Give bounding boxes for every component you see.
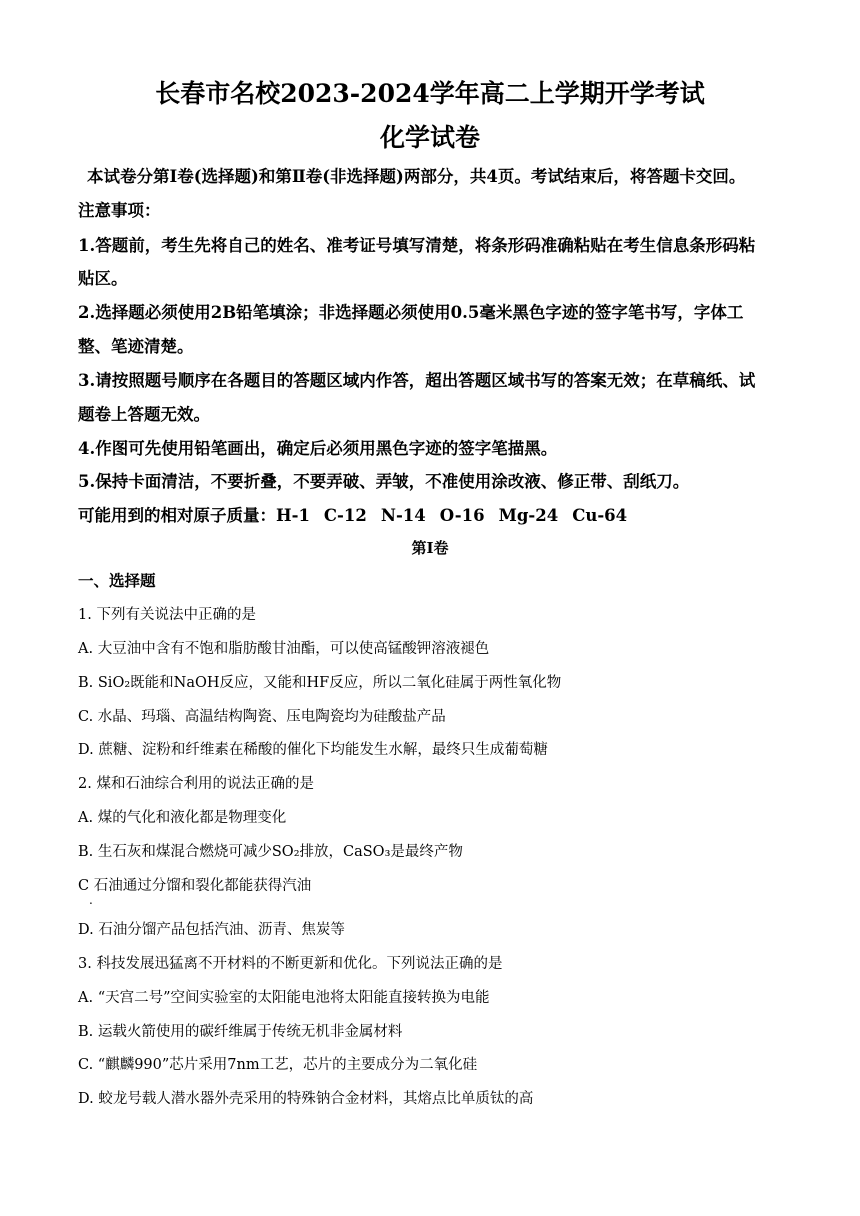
note-line: 2.选择题必须使用2B铅笔填涂；非选择题必须使用0.5毫米黑色字迹的签字笔书写，字体工 — [78, 303, 744, 322]
note-line: 5.保持卡面清洁，不要折叠，不要弄破、弄皱，不准使用涂改液、修正带、刮纸刀。 — [78, 472, 690, 491]
atomic-mass-item: O-16 — [439, 506, 485, 525]
section-heading: 一、选择题 — [78, 571, 156, 590]
note-line: 贴区。 — [78, 269, 128, 288]
question-option: B. 运载火箭使用的碳纤维属于传统无机非金属材料 — [78, 1024, 403, 1040]
intro-text: 本试卷分第Ⅰ卷(选择题)和第Ⅱ卷(非选择题)两部分，共4页。考试结束后，将答题卡交回。 — [87, 167, 746, 186]
question-option: B. SiO₂既能和NaOH反应，又能和HF反应，所以二氧化硅属于两性氧化物 — [78, 675, 562, 691]
question-option: D. 蔗糖、淀粉和纤维素在稀酸的催化下均能发生水解，最终只生成葡萄糖 — [78, 742, 548, 758]
note-line: 整、笔迹清楚。 — [78, 337, 194, 356]
atomic-mass-line — [78, 502, 641, 526]
question-option: A. 煤的气化和液化都是物理变化 — [78, 810, 287, 826]
question-stem: 3. 科技发展迅猛离不开材料的不断更新和优化。下列说法正确的是 — [78, 956, 503, 972]
note-line: 4.作图可先使用铅笔画出，确定后必须用黑色字迹的签字笔描黑。 — [78, 439, 558, 458]
atomic-mass-label: 可能用到的相对原子质量： — [78, 506, 276, 525]
atomic-mass-item: Mg-24 — [498, 506, 559, 525]
volume-label: 第Ⅰ卷 — [411, 539, 449, 557]
question-option: B. 生石灰和煤混合燃烧可减少SO₂排放，CaSO₃是最终产物 — [78, 844, 463, 860]
question-option: C. 水晶、玛瑙、高温结构陶瓷、压电陶瓷均为硅酸盐产品 — [78, 709, 446, 725]
exam-subtitle: 化学试卷 — [379, 123, 480, 152]
question-stem: 1. 下列有关说法中正确的是 — [78, 607, 256, 623]
exam-title: 长春市名校2023-2024学年高二上学期开学考试 — [155, 79, 705, 108]
note-line: 1.答题前，考生先将自己的姓名、准考证号填写清楚，将条形码准确粘贴在考生信息条形码粘 — [78, 236, 756, 255]
note-line: 题卷上答题无效。 — [78, 405, 210, 424]
question-option: C. “麒麟990”芯片采用7nm工艺，芯片的主要成分为二氧化硅 — [78, 1057, 478, 1073]
atomic-mass-item: N-14 — [380, 506, 426, 525]
notes-heading: 注意事项： — [78, 201, 161, 220]
question-option: A. 大豆油中含有不饱和脂肪酸甘油酯，可以使高锰酸钾溶液褪色 — [78, 641, 490, 657]
atomic-mass-item: Cu-64 — [572, 506, 628, 525]
question-option: D. 石油分馏产品包括汽油、沥青、焦炭等 — [78, 922, 345, 938]
question-option: D. 蛟龙号载人潜水器外壳采用的特殊钠合金材料，其熔点比单质钛的高 — [78, 1091, 534, 1107]
note-line: 3.请按照题号顺序在各题目的答题区域内作答，超出答题区域书写的答案无效；在草稿纸、试 — [78, 371, 756, 390]
question-stem: 2. 煤和石油综合利用的说法正确的是 — [78, 776, 314, 792]
stray-dot: . — [89, 893, 93, 907]
question-option: C 石油通过分馏和裂化都能获得汽油 — [78, 878, 312, 894]
atomic-mass-item: C-12 — [323, 506, 367, 525]
question-option: A. “天宫二号”空间实验室的太阳能电池将太阳能直接转换为电能 — [78, 990, 490, 1006]
atomic-mass-item: H-1 — [276, 506, 310, 525]
